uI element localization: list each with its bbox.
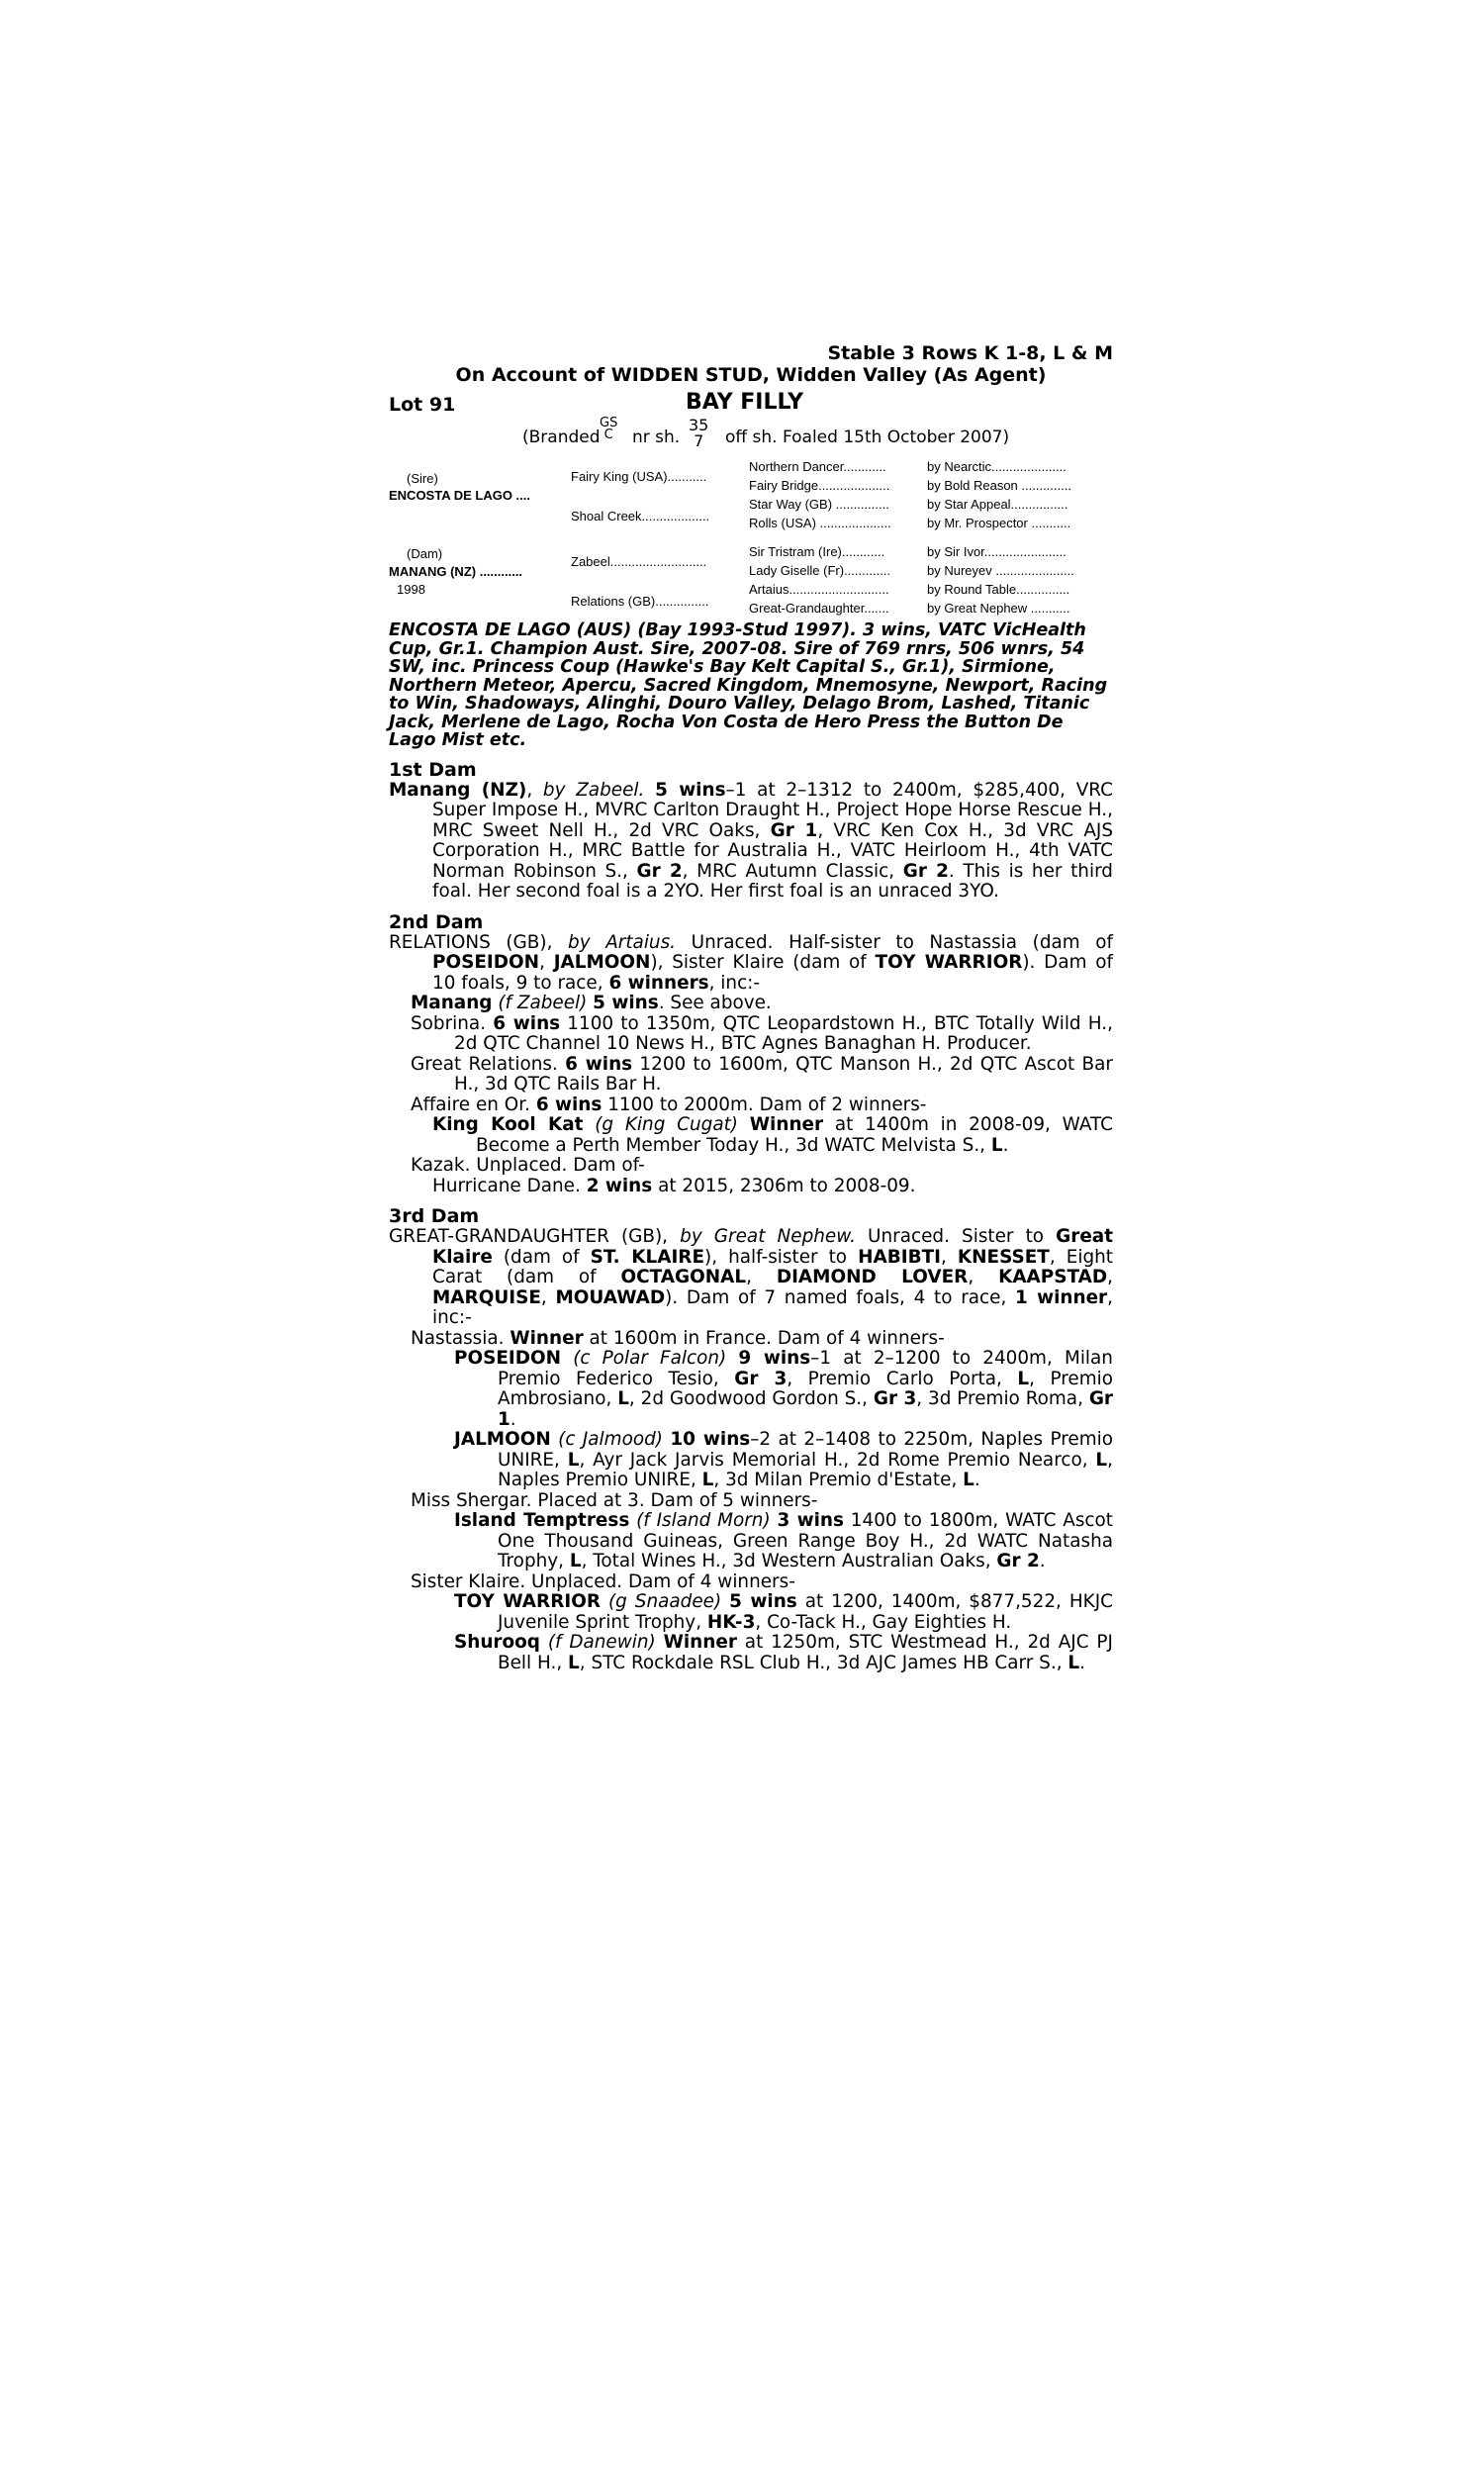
bold-text: 2 wins xyxy=(586,1175,653,1196)
pedigree-gen4: by Bold Reason .............. xyxy=(927,478,1071,493)
text-run: , xyxy=(540,1286,556,1308)
bold-text: Island Temptress xyxy=(454,1510,630,1531)
sire-label: (Sire) xyxy=(407,471,438,486)
text-run xyxy=(583,1114,595,1135)
pedigree-entry xyxy=(389,1014,1113,1055)
text-run: –1 at 2–1200 to 2400m, Milan Premio Federico Tesio, xyxy=(498,1348,1113,1389)
pedigree-gen2: Zabeel........................... xyxy=(571,554,707,569)
bold-text: Gr 3 xyxy=(734,1368,788,1389)
bold-text: Gr 2 xyxy=(996,1551,1040,1571)
text-run: . This is her third foal. Her second foal is a 2YO. Her first foal is an unraced 3YO. xyxy=(432,860,1113,902)
bold-text: Gr 1 xyxy=(770,819,818,841)
bold-text: JALMOON xyxy=(553,952,651,973)
text-run: Unraced. Sister to xyxy=(855,1226,1057,1247)
text-run: ), half-sister to xyxy=(704,1246,859,1268)
branded-label: (Branded xyxy=(522,428,601,447)
italic-text: by Artaius. xyxy=(568,931,677,953)
pedigree-entry xyxy=(389,1095,1113,1116)
text-run: Sobrina. xyxy=(411,1012,494,1034)
pedigree-entry xyxy=(389,933,1113,995)
text-run: at 2015, 2306m to 2008-09. xyxy=(652,1175,916,1196)
text-run: Kazak. Unplaced. Dam of- xyxy=(411,1155,645,1176)
bold-text: L xyxy=(701,1470,714,1490)
pedigree-gen4: by Star Appeal................ xyxy=(927,497,1068,512)
bold-text: 5 wins xyxy=(729,1591,797,1612)
text-run: , Eight Carat (dam of xyxy=(432,1246,1114,1287)
text-run: , xyxy=(1107,1267,1113,1287)
bold-text: MARQUISE xyxy=(432,1286,541,1308)
text-run: , Total Wines H., 3d Western Australian Oaks, xyxy=(581,1551,997,1571)
text-run: . xyxy=(974,1470,980,1490)
text-run: , xyxy=(968,1267,999,1287)
pedigree-entry xyxy=(389,1633,1113,1673)
bold-text: 1 winner xyxy=(1015,1286,1108,1308)
bold-text: L xyxy=(568,1652,580,1673)
text-run: at 1200, 1400m, $877,522, HKJC Juvenile Sprint Trophy, xyxy=(498,1591,1113,1633)
text-run xyxy=(540,1632,548,1653)
bold-text: L xyxy=(1095,1449,1108,1471)
text-run: , STC Rockdale RSL Club H., 3d AJC James HB Carr S., xyxy=(579,1652,1068,1673)
sire-name: ENCOSTA DE LAGO .... xyxy=(389,488,531,503)
text-run: , VRC Ken Cox H., 3d VRC AJS Corporation H., MRC Battle for Australia H., VATC Heirloom H., 4th VATC Norman Robinson S., xyxy=(432,819,1114,882)
text-run: . xyxy=(510,1408,516,1430)
foaled-text: off sh. Foaled 15th October 2007) xyxy=(725,428,1010,447)
text-run: Hurricane Dane. xyxy=(432,1175,587,1196)
text-run: . xyxy=(1039,1551,1046,1571)
text-run: at 1400m in 2008-09, WATC Become a Perth Member Today H., 3d WATC Melvista S., xyxy=(476,1114,1113,1156)
bold-text: Manang (NZ) xyxy=(389,779,527,801)
pedigree-entry xyxy=(389,994,1113,1014)
pedigree-entry xyxy=(389,1592,1113,1633)
bold-text: 5 wins xyxy=(593,993,659,1013)
pedigree-entry xyxy=(389,1055,1113,1095)
text-run: Miss Shergar. Placed at 3. Dam of 5 winners- xyxy=(411,1489,818,1511)
second-dam-section xyxy=(389,933,1113,1197)
italic-text: (c Polar Falcon) xyxy=(573,1348,727,1369)
pedigree-gen4: by Great Nephew ........... xyxy=(927,601,1070,616)
bold-text: Winner xyxy=(510,1327,584,1349)
bold-text: ST. KLAIRE xyxy=(590,1246,705,1268)
brand-line xyxy=(389,418,1113,451)
text-run: –2 at 2–1408 to 2250m, Naples Premio UNIRE, xyxy=(498,1429,1113,1471)
text-run xyxy=(601,1591,608,1612)
text-run: , xyxy=(526,779,543,801)
pedigree-entry xyxy=(389,1177,1113,1197)
text-run: , xyxy=(539,952,554,973)
italic-text: (f Zabeel) xyxy=(498,993,588,1013)
text-run: , 3d Premio Roma, xyxy=(916,1388,1089,1409)
bold-text: JALMOON xyxy=(454,1429,551,1450)
text-run xyxy=(561,1348,573,1369)
text-run: , Premio Carlo Porta, xyxy=(787,1368,1018,1389)
text-run: , xyxy=(940,1246,958,1268)
bold-text: 6 wins xyxy=(565,1053,633,1075)
pedigree-gen4: by Mr. Prospector ........... xyxy=(927,516,1071,530)
text-run: ). Dam of 10 foals, 9 to race, xyxy=(432,952,1113,994)
bold-text: L xyxy=(1017,1368,1030,1389)
bold-text: HABIBTI xyxy=(858,1246,941,1268)
bold-text: Gr 1 xyxy=(498,1388,1113,1430)
dam-year: 1998 xyxy=(397,582,425,597)
bold-text: Manang xyxy=(411,993,493,1013)
bold-text: L xyxy=(963,1470,974,1490)
bold-text: POSEIDON xyxy=(454,1348,562,1369)
text-run: , 2d Goodwood Gordon S., xyxy=(628,1388,874,1409)
pedigree-entry xyxy=(389,1511,1113,1572)
pedigree-gen3: Sir Tristram (Ire)............ xyxy=(749,544,885,559)
pedigree-gen4: by Nearctic..................... xyxy=(927,459,1067,474)
brand-top: GS xyxy=(600,416,618,430)
near-side-label: nr sh. xyxy=(632,428,681,447)
off-side-brand xyxy=(689,418,708,449)
text-run xyxy=(721,1591,729,1612)
off-brand-bottom: 7 xyxy=(694,431,704,450)
text-run xyxy=(656,1632,664,1653)
bold-text: HK-3 xyxy=(706,1611,756,1633)
text-run: (dam of xyxy=(492,1246,591,1268)
off-brand-top: 35 xyxy=(689,416,709,434)
text-run: , inc:- xyxy=(432,1286,1113,1328)
bold-text: Great Klaire xyxy=(432,1226,1113,1268)
pedigree-gen2: Fairy King (USA)........... xyxy=(571,469,707,484)
bold-text: King Kool Kat xyxy=(432,1114,584,1135)
bold-text: L xyxy=(990,1134,1003,1156)
bold-text: KNESSET xyxy=(957,1246,1050,1268)
bold-text: Gr 3 xyxy=(873,1388,917,1409)
horse-description: BAY FILLY xyxy=(686,390,804,415)
catalogue-page xyxy=(389,342,1113,1673)
near-side-brand xyxy=(600,418,617,441)
text-run: , Premio Ambrosiano, xyxy=(498,1368,1113,1409)
italic-text: by Zabeel. xyxy=(542,779,645,801)
pedigree-entry xyxy=(389,1349,1113,1430)
bold-text: TOY WARRIOR xyxy=(875,952,1023,973)
pedigree-gen3: Lady Giselle (Fr)............. xyxy=(749,563,891,578)
text-run: , Co-Tack H., Gay Eighties H. xyxy=(755,1611,1012,1633)
text-run xyxy=(726,1348,738,1369)
text-run: , inc:- xyxy=(708,972,761,994)
text-run: GREAT-GRANDAUGHTER (GB), xyxy=(389,1226,681,1247)
bold-text: L xyxy=(617,1388,629,1409)
bold-text: L xyxy=(1067,1652,1080,1673)
italic-text: by Great Nephew. xyxy=(680,1226,856,1247)
text-run: 1100 to 1350m, QTC Leopardstown H., BTC Totally Wild H., 2d QTC Channel 10 News H., BTC Agnes Banaghan H. Producer. xyxy=(454,1012,1113,1054)
text-run: , xyxy=(746,1267,777,1287)
pedigree-gen3: Artaius............................ xyxy=(749,582,889,597)
bold-text: 6 wins xyxy=(493,1012,561,1034)
bold-text: Shurooq xyxy=(454,1632,540,1653)
text-run: , MRC Autumn Classic, xyxy=(682,860,903,882)
bold-text: L xyxy=(569,1551,582,1571)
bold-text: POSEIDON xyxy=(432,952,540,973)
pedigree-entry xyxy=(389,1491,1113,1512)
pedigree-gen4: by Sir Ivor....................... xyxy=(927,544,1067,559)
bold-text: MOUAWAD xyxy=(555,1286,666,1308)
italic-text: (g Snaadee) xyxy=(607,1591,722,1612)
lot-row xyxy=(389,390,1113,418)
bold-text: OCTAGONAL xyxy=(620,1267,747,1287)
bold-text: TOY WARRIOR xyxy=(454,1591,602,1612)
bold-text: KAAPSTAD xyxy=(998,1267,1108,1287)
vendor-account: On Account of WIDDEN STUD, Widden Valley (As Agent) xyxy=(455,364,1047,386)
text-run: . See above. xyxy=(658,993,772,1013)
pedigree-gen3: Great-Grandaughter....... xyxy=(749,601,889,616)
bold-text: 10 wins xyxy=(670,1429,751,1450)
text-run: at 1250m, STC Westmead H., 2d AJC PJ Bell H., xyxy=(498,1632,1113,1673)
lot-number: Lot 91 xyxy=(389,394,456,416)
first-dam-heading: 1st Dam xyxy=(389,758,477,781)
bold-text: Gr 2 xyxy=(902,860,949,882)
text-run: 1400 to 1800m, WATC Ascot One Thousand Guineas, Green Range Boy H., 2d WATC Natasha Trophy, xyxy=(498,1510,1113,1571)
second-dam-heading: 2nd Dam xyxy=(389,910,484,933)
dam-name: MANANG (NZ) ............ xyxy=(389,564,523,579)
bold-text: 3 wins xyxy=(777,1510,844,1531)
italic-text: (f Island Morn) xyxy=(636,1510,771,1531)
text-run: . xyxy=(1079,1652,1085,1673)
first-dam-entry xyxy=(389,781,1113,903)
bold-text: L xyxy=(567,1449,580,1471)
bold-text: Winner xyxy=(663,1632,737,1653)
text-run: –1 at 2–1312 to 2400m, $285,400, VRC Super Impose H., MVRC Carlton Draught H., Project Hope Horse Rescue H., MRC Sweet Nell H., 2d VRC Oaks, xyxy=(432,779,1113,841)
sire-summary: ENCOSTA DE LAGO (AUS) (Bay 1993-Stud 1997). 3 wins, VATC VicHealth Cup, Gr.1. Champion Aust. Sire, 2007-08. Sire of 769 rnrs, 506 wnrs, 54 SW, inc. Princess Coup (Hawke's Bay Kelt Capital S., Gr.1), Sirmione, Northern Meteor, Apercu, Sacred Kingdom, Mnemosyne, Newport, Racing to Win, Shadoways, Alinghi, Douro Valley, Delago Brom, Lashed, Titanic Jack, Merlene de Lago, Rocha Von Costa de Hero Press the Button De Lago Mist etc. xyxy=(389,620,1108,750)
text-run: at 1600m in France. Dam of 4 winners- xyxy=(583,1327,945,1349)
text-run: Unraced. Half-sister to Nastassia (dam of xyxy=(676,931,1113,953)
text-run: ), Sister Klaire (dam of xyxy=(650,952,876,973)
text-run: RELATIONS (GB), xyxy=(389,931,569,953)
bold-text: Winner xyxy=(749,1114,824,1135)
dam-label: (Dam) xyxy=(407,546,443,561)
bold-text: 6 wins xyxy=(535,1094,603,1115)
bold-text: 9 wins xyxy=(738,1348,811,1369)
italic-text: (c Jalmood) xyxy=(558,1429,663,1450)
bold-text: Gr 2 xyxy=(636,860,683,882)
third-dam-heading: 3rd Dam xyxy=(389,1205,480,1227)
pedigree-entry xyxy=(389,1430,1113,1491)
italic-text: (g King Cugat) xyxy=(595,1114,738,1135)
pedigree-gen2: Shoal Creek................... xyxy=(571,509,710,523)
text-run xyxy=(738,1114,750,1135)
bold-text: 5 wins xyxy=(655,779,726,801)
text-run: 1200 to 1600m, QTC Manson H., 2d QTC Ascot Bar H., 3d QTC Rails Bar H. xyxy=(454,1053,1113,1094)
pedigree-entry xyxy=(389,1115,1113,1156)
pedigree-gen3: Fairy Bridge.................... xyxy=(749,478,890,493)
pedigree-entry xyxy=(389,1329,1113,1350)
pedigree-gen2: Relations (GB)............... xyxy=(571,594,709,609)
pedigree-gen4: by Nureyev ...................... xyxy=(927,563,1074,578)
text-run: 1100 to 2000m. Dam of 2 winners- xyxy=(602,1094,927,1115)
text-run: , 3d Milan Premio d'Estate, xyxy=(713,1470,964,1490)
text-run xyxy=(644,780,655,801)
text-run: . xyxy=(1002,1134,1009,1156)
text-run: , Naples Premio UNIRE, xyxy=(498,1449,1113,1490)
italic-text: (f Danewin) xyxy=(547,1632,656,1653)
text-run: ). Dam of 7 named foals, 4 to race, xyxy=(665,1286,1016,1308)
text-run: Affaire en Or. xyxy=(411,1094,536,1115)
pedigree-entry xyxy=(389,1572,1113,1593)
pedigree-gen3: Rolls (USA) .................... xyxy=(749,516,891,530)
brand-bottom: C xyxy=(603,428,613,442)
text-run: Sister Klaire. Unplaced. Dam of 4 winners- xyxy=(411,1570,795,1592)
bold-text: DIAMOND LOVER xyxy=(776,1267,969,1287)
pedigree-gen3: Northern Dancer............ xyxy=(749,459,886,474)
text-run: , Ayr Jack Jarvis Memorial H., 2d Rome Premio Nearco, xyxy=(579,1449,1096,1471)
third-dam-section xyxy=(389,1227,1113,1673)
text-run: Great Relations. xyxy=(411,1053,566,1075)
text-run: Nastassia. xyxy=(411,1327,510,1349)
stable-location: Stable 3 Rows K 1-8, L & M xyxy=(827,342,1113,364)
pedigree-table xyxy=(389,459,1113,616)
pedigree-entry xyxy=(389,1227,1113,1329)
pedigree-gen3: Star Way (GB) ............... xyxy=(749,497,889,512)
bold-text: 6 winners xyxy=(608,972,709,994)
pedigree-gen4: by Round Table............... xyxy=(927,582,1070,597)
pedigree-entry xyxy=(389,1156,1113,1177)
